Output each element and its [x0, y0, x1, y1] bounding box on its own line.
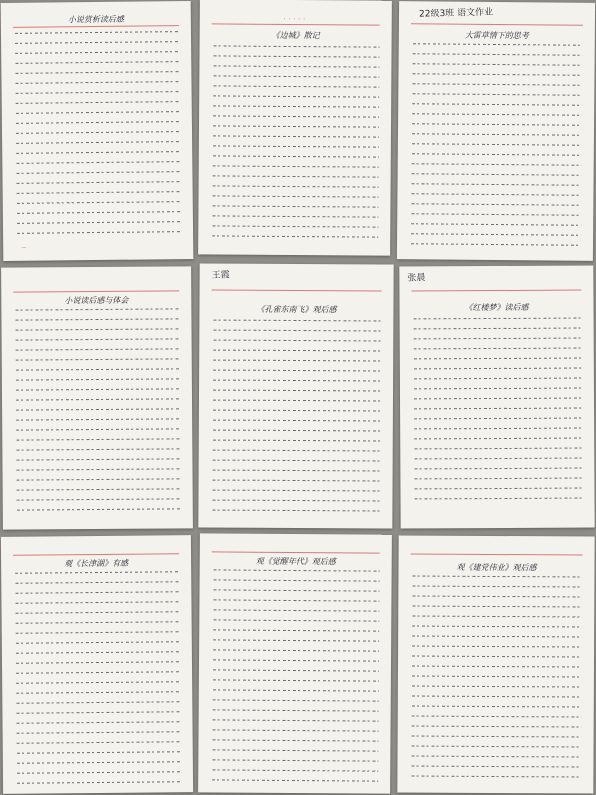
essay-page-2 [198, 0, 392, 256]
page-tag: 22级3班 语文作业 [418, 7, 494, 20]
handwritten-text [15, 308, 180, 519]
essay-page-7 [1, 535, 193, 794]
handwritten-text [212, 45, 379, 246]
page-title: 小说读后感与体会 [64, 295, 129, 306]
essay-page-3 [397, 1, 595, 261]
page-title: 《孔雀东南飞》观后感 [256, 304, 337, 315]
page-title: 大雷草情下的思考 [464, 30, 529, 41]
handwritten-text [411, 43, 583, 254]
essay-page-6 [399, 265, 594, 528]
handwritten-text [212, 320, 381, 521]
header-mark: ····· [283, 15, 309, 24]
page-tag: 张晨 [407, 273, 426, 284]
page-tag: 王霞 [211, 270, 230, 281]
page-title: 《边城》散记 [271, 30, 320, 41]
page-title: 小说赏析读后感 [67, 14, 124, 25]
footer-mark: — [21, 244, 27, 251]
essay-page-4 [1, 266, 193, 529]
page-title: 《红楼梦》读后感 [464, 302, 529, 313]
handwritten-text [15, 31, 181, 243]
handwritten-text [414, 318, 583, 509]
essay-page-1 [1, 1, 194, 261]
page-title: 观《建党伟业》观后感 [456, 562, 537, 573]
essay-page-8 [198, 533, 392, 793]
page-title: 观《觉醒年代》观后感 [255, 556, 336, 567]
handwritten-text [411, 576, 582, 787]
handwritten-text [15, 571, 181, 792]
page-title: 观《长津湖》有感 [64, 558, 129, 569]
essay-page-5 [198, 263, 393, 528]
handwritten-text [212, 569, 380, 790]
essay-page-9 [397, 535, 594, 793]
